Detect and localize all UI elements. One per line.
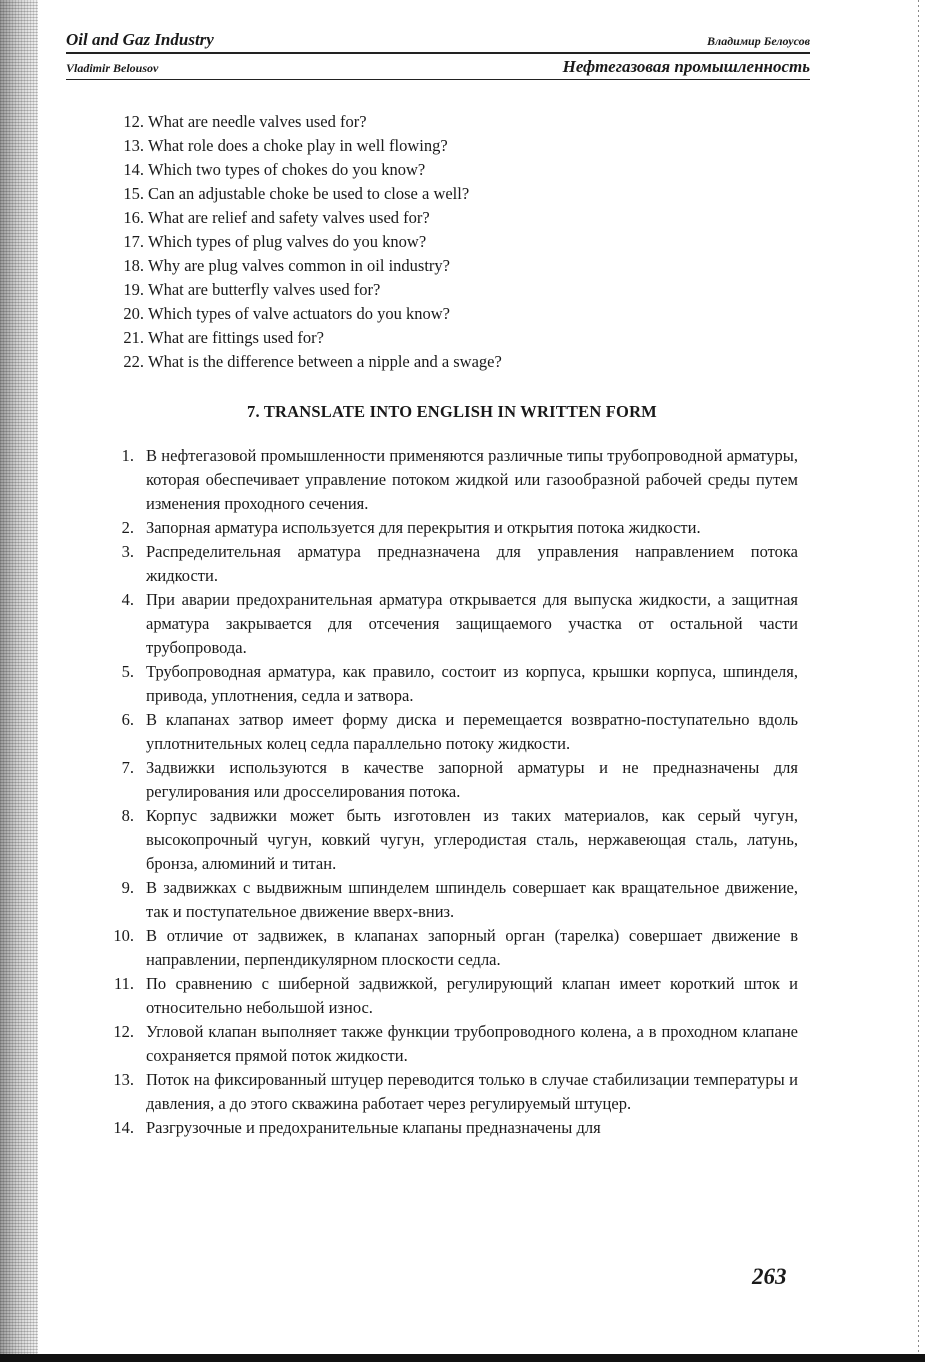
question-text: What are relief and safety valves used for? [148, 208, 430, 227]
sentence-number: 5. [121, 662, 134, 681]
question-item [106, 158, 798, 182]
sentence-text: В нефтегазовой промышленности применяются различные типы трубопроводной арматуры, которая обеспечивает управление потоком жидкой или газообразной рабочей среды путем изменения проходного сечения. [146, 446, 798, 513]
sentence-item [106, 1068, 798, 1116]
scan-bottom-bar [0, 1354, 925, 1362]
question-number: 17. [123, 232, 144, 251]
sentence-number: 12. [113, 1022, 134, 1041]
question-number: 20. [123, 304, 144, 323]
sentence-number: 4. [121, 590, 134, 609]
translation-sentences-list [106, 444, 798, 1140]
sentence-text: В задвижках с выдвижным шпинделем шпиндель совершает как вращательное движение, так и поступательное движение вверх-вниз. [146, 878, 798, 921]
question-item [106, 278, 798, 302]
sentence-text: Распределительная арматура предназначена для управления направлением потока жидкости. [146, 542, 798, 585]
sentence-number: 8. [121, 806, 134, 825]
question-text: Which two types of chokes do you know? [148, 160, 426, 179]
sentence-text: Поток на фиксированный штуцер переводится только в случае стабилизации температуры и давления, а до этого скважина работает через регулируемый штуцер. [146, 1070, 798, 1113]
sentence-item [106, 972, 798, 1020]
question-number: 21. [123, 328, 144, 347]
sentence-text: Корпус задвижки может быть изготовлен из таких материалов, как серый чугун, высокопрочный чугун, ковкий чугун, углеродистая сталь, нержавеющая сталь, латунь, бронза, алюминий и титан. [146, 806, 798, 873]
page-number: 263 [752, 1264, 787, 1289]
sentence-number: 9. [121, 878, 134, 897]
sentence-item [106, 1116, 798, 1140]
question-number: 15. [123, 184, 144, 203]
question-item [106, 326, 798, 350]
sentence-text: Запорная арматура используется для перекрытия и открытия потока жидкости. [146, 518, 701, 537]
question-number: 19. [123, 280, 144, 299]
sentence-text: При аварии предохранительная арматура открывается для выпуска жидкости, а защитная арматура закрывается для отсечения защищаемого участка от остальной части трубопровода. [146, 590, 798, 657]
sentence-number: 2. [121, 518, 134, 537]
question-item [106, 302, 798, 326]
header-row-top [66, 30, 810, 54]
header-author-ru: Владимир Белоусов [707, 34, 810, 48]
question-item [106, 110, 798, 134]
page-content [106, 110, 798, 1140]
sentence-number: 3. [121, 542, 134, 561]
sentence-text: По сравнению с шиберной задвижкой, регулирующий клапан имеет короткий шток и относительно небольшой износ. [146, 974, 798, 1017]
question-item [106, 254, 798, 278]
sentence-item [106, 708, 798, 756]
question-text: What is the difference between a nipple and a swage? [148, 352, 502, 371]
question-text: What role does a choke play in well flowing? [148, 136, 448, 155]
question-number: 12. [123, 112, 144, 131]
header-book-title-en: Oil and Gaz Industry [66, 30, 214, 49]
sentence-number: 11. [113, 974, 134, 993]
sentence-item [106, 588, 798, 660]
header-book-title-ru: Нефтегазовая промышленность [562, 57, 810, 76]
question-text: Which types of valve actuators do you know? [148, 304, 450, 323]
question-number: 22. [123, 352, 144, 371]
sentence-text: Задвижки используются в качестве запорной арматуры и не предназначены для регулирования или дросселирования потока. [146, 758, 798, 801]
question-number: 14. [123, 160, 144, 179]
sentence-number: 10. [113, 926, 134, 945]
scan-edge-shading [0, 0, 38, 1362]
sentence-number: 13. [113, 1070, 134, 1089]
sentence-item [106, 516, 798, 540]
header-row-bottom [66, 57, 810, 80]
question-text: What are fittings used for? [148, 328, 324, 347]
sentence-number: 6. [121, 710, 134, 729]
sentence-number: 1. [121, 446, 134, 465]
question-item [106, 350, 798, 374]
sentence-number: 7. [121, 758, 134, 777]
section-heading: 7. TRANSLATE INTO ENGLISH IN WRITTEN FORM [247, 402, 657, 421]
sentence-text: В клапанах затвор имеет форму диска и перемещается возвратно-поступательно вдоль уплотнительных колец седла параллельно потоку жидкости. [146, 710, 798, 753]
sentence-number: 14. [113, 1118, 134, 1137]
sentence-item [106, 924, 798, 972]
page-right-edge [918, 0, 919, 1362]
header-author-en: Vladimir Belousov [66, 61, 159, 75]
sentence-item [106, 876, 798, 924]
sentence-item [106, 444, 798, 516]
question-item [106, 206, 798, 230]
sentence-text: Разгрузочные и предохранительные клапаны предназначены для [146, 1118, 601, 1137]
question-number: 13. [123, 136, 144, 155]
sentence-text: Трубопроводная арматура, как правило, состоит из корпуса, крышки корпуса, шпинделя, привода, уплотнения, седла и затвора. [146, 662, 798, 705]
question-text: What are needle valves used for? [148, 112, 367, 131]
question-number: 18. [123, 256, 144, 275]
sentence-text: Угловой клапан выполняет также функции трубопроводного колена, а в проходном клапане сохраняется прямой поток жидкости. [146, 1022, 798, 1065]
question-item [106, 182, 798, 206]
question-text: Can an adjustable choke be used to close a well? [148, 184, 470, 203]
question-text: What are butterfly valves used for? [148, 280, 381, 299]
sentence-text: В отличие от задвижек, в клапанах запорный орган (тарелка) совершает движение в направлении, перпендикулярном плоскости седла. [146, 926, 798, 969]
question-item [106, 134, 798, 158]
question-text: Why are plug valves common in oil industry? [148, 256, 450, 275]
sentence-item [106, 804, 798, 876]
sentence-item [106, 1020, 798, 1068]
sentence-item [106, 756, 798, 804]
sentence-item [106, 660, 798, 708]
questions-list [106, 110, 798, 374]
question-item [106, 230, 798, 254]
sentence-item [106, 540, 798, 588]
question-number: 16. [123, 208, 144, 227]
question-text: Which types of plug valves do you know? [148, 232, 427, 251]
running-header [66, 30, 810, 80]
